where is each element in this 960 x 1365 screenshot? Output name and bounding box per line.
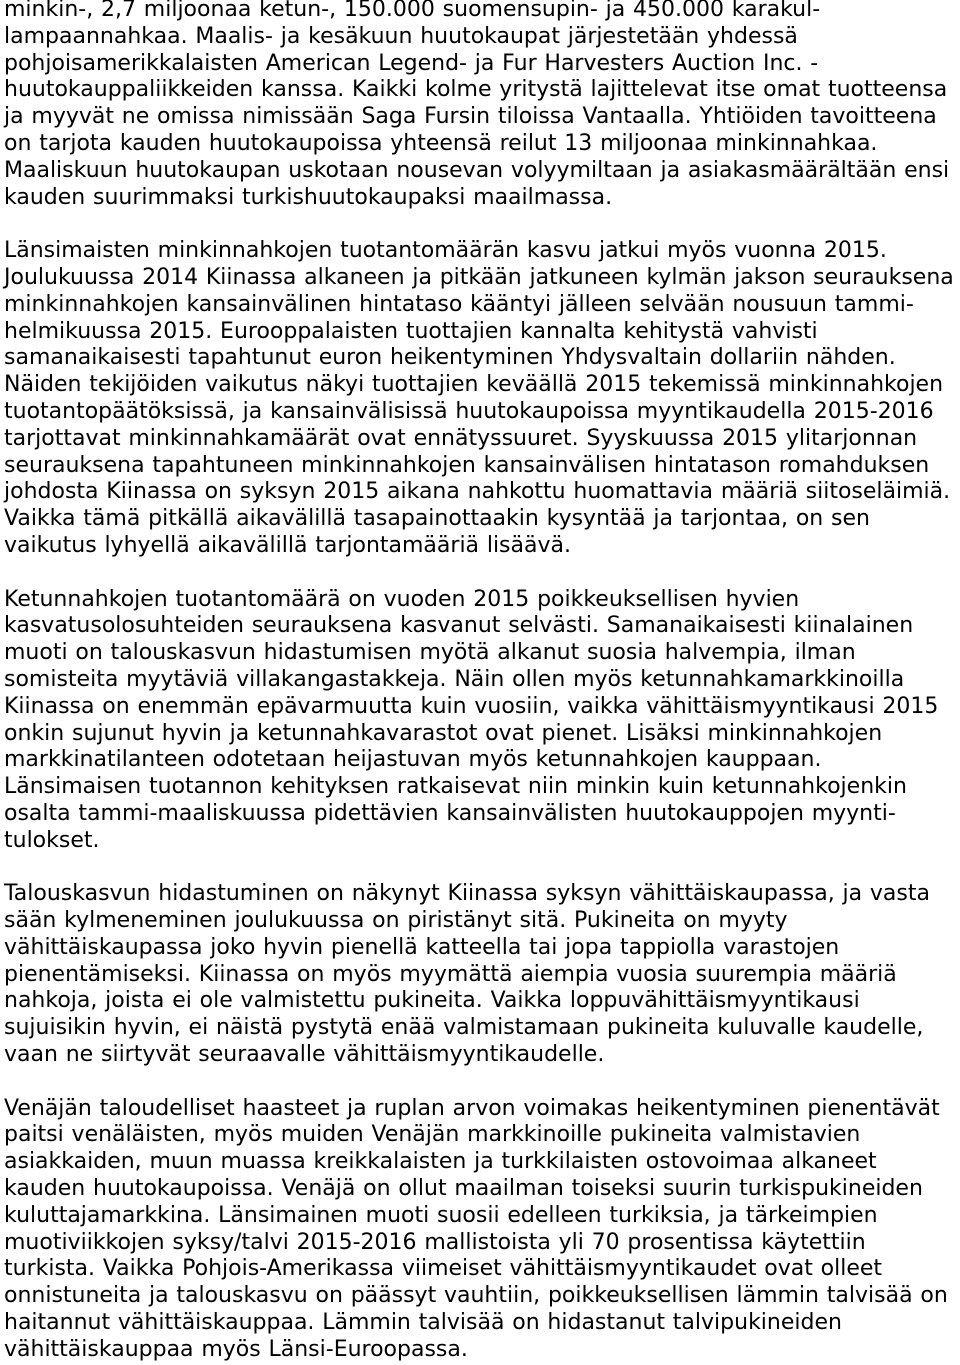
text-line: on tarjota kauden huutokaupoissa yhteensä reilut 13 miljoonaa minkinnahkaa. (4, 130, 878, 156)
paragraph-1 (4, 0, 958, 211)
text-line: asiakkaiden, muun muassa kreikkalaisten ja turkkilaisten ostovoimaa alkaneet (4, 1149, 877, 1175)
text-line: muotiviikkojen syksy/talvi 2015-2016 mallistoista yli 70 prosentissa käytettiin (4, 1229, 866, 1255)
text-line: lampaannahkaa. Maalis- ja kesäkuun huutokaupat järjestetään yhdessä (4, 23, 798, 49)
text-line: vaan ne siirtyvät seuraavalle vähittäismyyntikaudelle. (4, 1042, 605, 1068)
text-line: vähittäiskaupassa joko hyvin pienellä katteella tai jopa tappiolla varastojen (4, 934, 840, 960)
text-line: haitannut vähittäiskauppaa. Lämmin talvisää on hidastanut talvipukineiden (4, 1310, 842, 1336)
paragraph-5 (4, 1096, 958, 1364)
text-line: Kiinassa on enemmän epävarmuutta kuin vuosiin, vaikka vähittäismyyntikausi 2015 (4, 693, 939, 719)
text-line: kasvatusolosuhteiden seurauksena kasvanut selvästi. Samanaikaisesti kiinalainen (4, 613, 914, 639)
paragraph-3 (4, 587, 958, 855)
text-line: muoti on talouskasvun hidastumisen myötä alkanut suosia halvempia, ilman (4, 640, 856, 666)
text-line: onkin sujunut hyvin ja ketunnahkavarastot ovat pienet. Lisäksi minkinnahkojen (4, 720, 883, 746)
text-line: Länsimaisen tuotannon kehityksen ratkaisevat niin minkin kuin ketunnahkojenkin (4, 774, 907, 800)
paragraph-2 (4, 238, 958, 560)
document-page (4, 0, 958, 1364)
text-line: nahkoja, joista ei ole valmistettu pukineita. Vaikka loppuvähittäismyyntikausi (4, 988, 860, 1014)
text-line: pienentämiseksi. Kiinassa on myös myymättä aiempia vuosia suurempia määriä (4, 961, 897, 987)
text-line: tarjottavat minkinnahkamäärät ovat ennätyssuuret. Syyskuussa 2015 ylitarjonnan (4, 425, 918, 451)
paragraph-4 (4, 881, 958, 1069)
text-line: tuotantopäätöksissä, ja kansainvälisissä huutokaupoissa myyntikaudella 2015-2016 (4, 398, 934, 424)
text-line: seurauksena tapahtuneen minkinnahkojen kansainvälisen hintatason romahduksen (4, 452, 930, 478)
text-line: Maaliskuun huutokaupan uskotaan nousevan volyymiltaan ja asiakasmäärältään ensi (4, 157, 950, 183)
text-line: samanaikaisesti tapahtunut euron heikentyminen Yhdysvaltain dollariin nähden. (4, 345, 896, 371)
text-line: Venäjän taloudelliset haasteet ja ruplan arvon voimakas heikentyminen pienentävät (4, 1095, 940, 1121)
text-line: minkinnahkojen kansainvälinen hintataso kääntyi jälleen selvään nousuun tammi- (4, 291, 914, 317)
text-line: Ketunnahkojen tuotantomäärä on vuoden 2015 poikkeuksellisen hyvien (4, 586, 800, 612)
text-line: Länsimaisten minkinnahkojen tuotantomäärän kasvu jatkui myös vuonna 2015. (4, 238, 887, 264)
text-line: onnistuneita ja talouskasvu on päässyt vauhtiin, poikkeuksellisen lämmin talvisää on (4, 1283, 948, 1309)
text-line: sujuisikin hyvin, ei näistä pystytä enää valmistamaan pukineita kuluvalle kaudelle, (4, 1015, 924, 1041)
text-line: tulokset. (4, 827, 100, 853)
text-line: ja myyvät ne omissa nimissään Saga Fursin tiloissa Vantaalla. Yhtiöiden tavoitteena (4, 104, 937, 130)
text-line: helmikuussa 2015. Eurooppalaisten tuottajien kannalta kehitystä vahvisti (4, 318, 818, 344)
text-line: Joulukuussa 2014 Kiinassa alkaneen ja pitkään jatkuneen kylmän jakson seurauksena (4, 264, 954, 290)
text-line: Vaikka tämä pitkällä aikavälillä tasapainottaakin kysyntää ja tarjontaa, on sen (4, 506, 870, 532)
text-line: kauden suurimmaksi turkishuutokaupaksi maailmassa. (4, 184, 613, 210)
text-line: Näiden tekijöiden vaikutus näkyi tuottajien keväällä 2015 tekemissä minkinnahkojen (4, 372, 944, 398)
text-line: johdosta Kiinassa on syksyn 2015 aikana nahkottu huomattavia määriä siitoseläimiä. (4, 479, 951, 505)
text-line: osalta tammi-maaliskuussa pidettävien kansainvälisten huutokauppojen myynti- (4, 800, 896, 826)
text-line: vaikutus lyhyellä aikavälillä tarjontamääriä lisäävä. (4, 532, 571, 558)
text-line: kuluttajamarkkina. Länsimainen muoti suosii edelleen turkiksia, ja tärkeimpien (4, 1202, 878, 1228)
text-line: turkista. Vaikka Pohjois-Amerikassa viimeiset vähittäismyyntikaudet ovat olleet (4, 1256, 883, 1282)
text-line: vähittäiskauppaa myös Länsi-Euroopassa. (4, 1336, 468, 1362)
text-line: Talouskasvun hidastuminen on näkynyt Kiinassa syksyn vähittäiskaupassa, ja vasta (4, 881, 930, 907)
text-line: kauden huutokaupoissa. Venäjä on ollut maailman toiseksi suurin turkispukineiden (4, 1176, 923, 1202)
text-line: paitsi venäläisten, myös muiden Venäjän markkinoille pukineita valmistavien (4, 1122, 861, 1148)
text-line: pohjoisamerikkalaisten American Legend- ja Fur Harvesters Auction Inc. - (4, 50, 819, 76)
text-line: sään kylmeneminen joulukuussa on piristänyt sitä. Pukineita on myyty (4, 908, 788, 934)
text-line: minkin-, 2,7 miljoonaa ketun-, 150.000 suomensupin- ja 450.000 karakul- (4, 0, 821, 22)
text-line: somisteita myytäviä villakangastakkeja. Näin ollen myös ketunnahkamarkkinoilla (4, 666, 905, 692)
text-line: huutokauppaliikkeiden kanssa. Kaikki kolme yritystä lajittelevat itse omat tuotteensa (4, 77, 948, 103)
text-line: markkinatilanteen odotetaan heijastuvan myös ketunnahkojen kauppaan. (4, 747, 822, 773)
